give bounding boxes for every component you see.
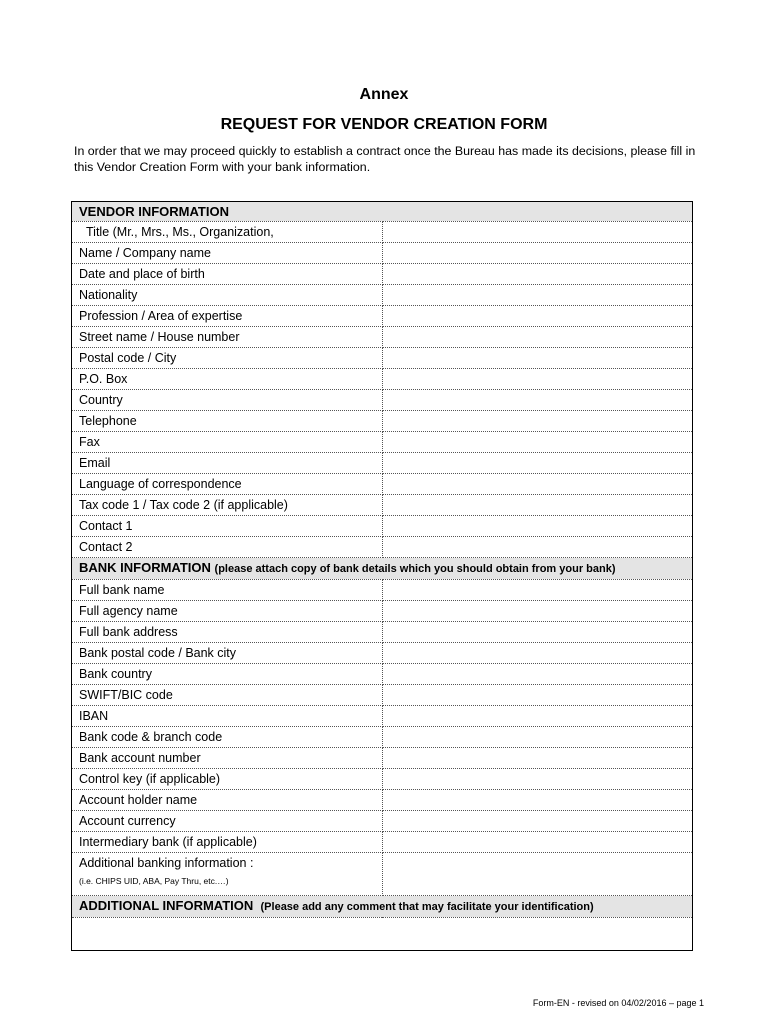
form-row (72, 348, 693, 369)
field-label: Bank country (72, 664, 383, 685)
field-label: Intermediary bank (if applicable) (72, 832, 383, 853)
bank-name-input[interactable] (382, 580, 693, 601)
bank-branch-code-input[interactable] (382, 727, 693, 748)
field-label: SWIFT/BIC code (72, 685, 383, 706)
field-label (72, 853, 383, 896)
control-key-input[interactable] (382, 769, 693, 790)
birth-date-place-input[interactable] (382, 264, 693, 285)
field-label: Title (Mr., Mrs., Ms., Organization, (72, 222, 383, 243)
form-row (72, 285, 693, 306)
field-label: Bank account number (72, 748, 383, 769)
form-row (72, 495, 693, 516)
contact-1-input[interactable] (382, 516, 693, 537)
swift-bic-input[interactable] (382, 685, 693, 706)
form-row (72, 748, 693, 769)
field-label: Street name / House number (72, 327, 383, 348)
form-row (72, 727, 693, 748)
profession-input[interactable] (382, 306, 693, 327)
field-label: Nationality (72, 285, 383, 306)
form-row (72, 411, 693, 432)
postal-city-input[interactable] (382, 348, 693, 369)
field-label: Bank postal code / Bank city (72, 643, 383, 664)
form-row (72, 264, 693, 285)
field-label: Control key (if applicable) (72, 769, 383, 790)
form-row (72, 832, 693, 853)
additional-banking-hint: (i.e. CHIPS UID, ABA, Pay Thru, etc.…) (79, 876, 229, 886)
field-label: Language of correspondence (72, 474, 383, 495)
form-row (72, 243, 693, 264)
form-row (72, 601, 693, 622)
form-row (72, 537, 693, 558)
vendor-form-table (71, 201, 693, 951)
bank-address-input[interactable] (382, 622, 693, 643)
field-label: Tax code 1 / Tax code 2 (if applicable) (72, 495, 383, 516)
form-row (72, 643, 693, 664)
annex-heading: Annex (359, 86, 409, 103)
form-row (72, 306, 693, 327)
additional-banking-label: Additional banking information : (79, 856, 254, 870)
form-row (72, 664, 693, 685)
additional-heading: ADDITIONAL INFORMATION (79, 898, 254, 913)
intermediary-bank-input[interactable] (382, 832, 693, 853)
company-name-input[interactable] (382, 243, 693, 264)
po-box-input[interactable] (382, 369, 693, 390)
vendor-section-header (72, 202, 693, 222)
additional-information-input[interactable] (72, 918, 693, 951)
field-label: Full agency name (72, 601, 383, 622)
telephone-input[interactable] (382, 411, 693, 432)
form-row (72, 769, 693, 790)
field-label: Contact 2 (72, 537, 383, 558)
form-row (72, 918, 693, 951)
form-row (72, 706, 693, 727)
bank-heading-note: (please attach copy of bank details which you should obtain from your bank) (214, 563, 616, 575)
field-label: Full bank address (72, 622, 383, 643)
form-row (72, 369, 693, 390)
nationality-input[interactable] (382, 285, 693, 306)
field-label: Profession / Area of expertise (72, 306, 383, 327)
account-currency-input[interactable] (382, 811, 693, 832)
bank-section-title (72, 558, 693, 580)
form-row (72, 453, 693, 474)
iban-input[interactable] (382, 706, 693, 727)
bank-section-header (72, 558, 693, 580)
tax-code-input[interactable] (382, 495, 693, 516)
bank-country-input[interactable] (382, 664, 693, 685)
form-row (72, 222, 693, 243)
intro-paragraph: In order that we may proceed quickly to establish a contract once the Bureau has made its decisions, please fill in this Vendor Creation Form with your bank information. (74, 144, 696, 174)
form-row (72, 622, 693, 643)
form-row (72, 685, 693, 706)
field-label: Name / Company name (72, 243, 383, 264)
account-number-input[interactable] (382, 748, 693, 769)
form-row (72, 580, 693, 601)
bank-heading: BANK INFORMATION (79, 560, 211, 575)
email-input[interactable] (382, 453, 693, 474)
title-input[interactable] (382, 222, 693, 243)
field-label: Account currency (72, 811, 383, 832)
field-label: Date and place of birth (72, 264, 383, 285)
form-row (72, 853, 693, 896)
contact-2-input[interactable] (382, 537, 693, 558)
form-row (72, 811, 693, 832)
form-row (72, 432, 693, 453)
form-row (72, 516, 693, 537)
additional-banking-input[interactable] (382, 853, 693, 896)
field-label: Full bank name (72, 580, 383, 601)
field-label: Account holder name (72, 790, 383, 811)
fax-input[interactable] (382, 432, 693, 453)
field-label: IBAN (72, 706, 383, 727)
country-input[interactable] (382, 390, 693, 411)
bank-postal-city-input[interactable] (382, 643, 693, 664)
form-row (72, 327, 693, 348)
field-label: Postal code / City (72, 348, 383, 369)
field-label: Email (72, 453, 383, 474)
additional-section-title (72, 896, 693, 918)
account-holder-input[interactable] (382, 790, 693, 811)
page-footer: Form-EN - revised on 04/02/2016 – page 1 (532, 998, 704, 1008)
field-label: Contact 1 (72, 516, 383, 537)
form-row (72, 390, 693, 411)
language-input[interactable] (382, 474, 693, 495)
form-title: REQUEST FOR VENDOR CREATION FORM (220, 116, 548, 133)
additional-heading-note: (Please add any comment that may facilitate your identification) (260, 901, 594, 913)
additional-section-header (72, 896, 693, 918)
form-row (72, 790, 693, 811)
field-label: Telephone (72, 411, 383, 432)
field-label: Fax (72, 432, 383, 453)
field-label: P.O. Box (72, 369, 383, 390)
street-input[interactable] (382, 327, 693, 348)
vendor-section-title: VENDOR INFORMATION (72, 202, 693, 222)
field-label: Bank code & branch code (72, 727, 383, 748)
field-label: Country (72, 390, 383, 411)
agency-name-input[interactable] (382, 601, 693, 622)
form-row (72, 474, 693, 495)
